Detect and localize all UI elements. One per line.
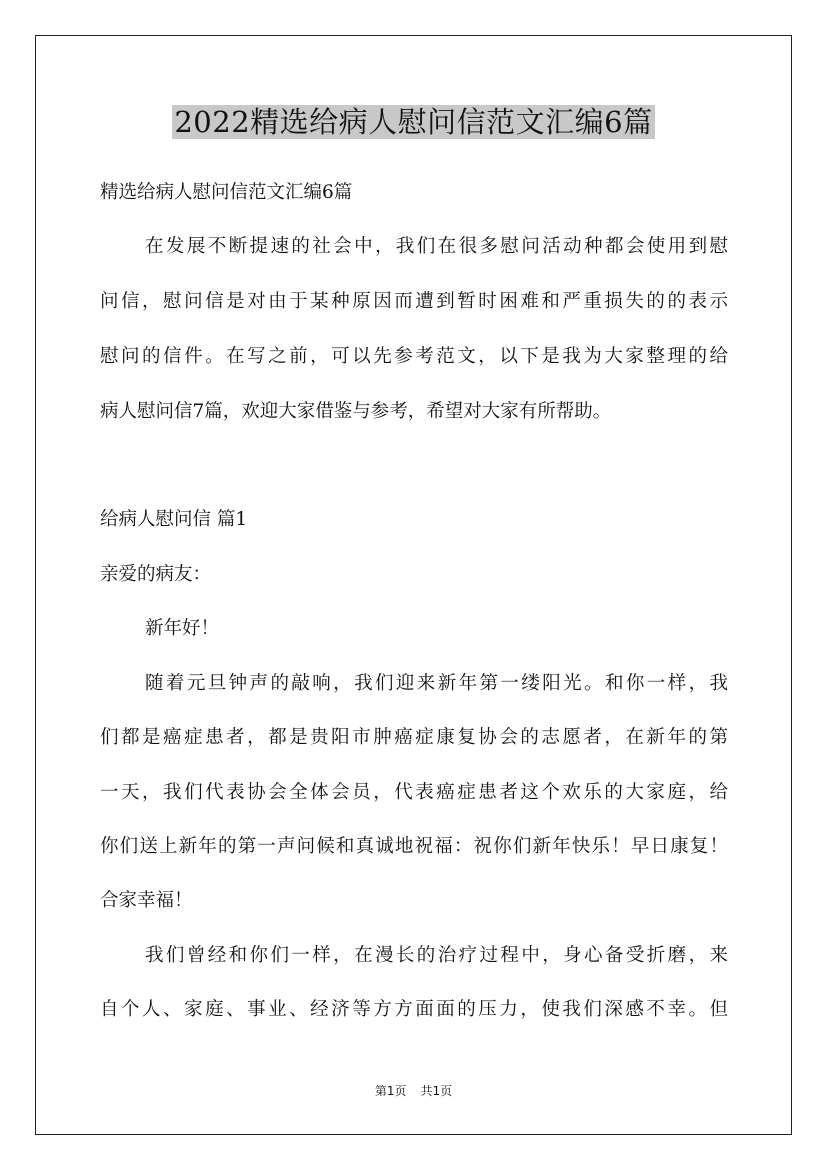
body-line-7: 自个人、家庭、事业、经济等方方面面的压力，使我们深感不幸。但	[100, 999, 728, 1020]
body-line-6: 我们曾经和你们一样，在漫长的治疗过程中，身心备受折磨，来	[145, 945, 728, 966]
greeting-line: 新年好！	[145, 618, 220, 639]
body-line-1: 随着元旦钟声的敲响，我们迎来新年第一缕阳光。和你一样，我	[145, 673, 728, 694]
body-line-4: 你们送上新年的第一声问候和真诚地祝福：祝你们新年快乐！早日康复！	[100, 836, 728, 857]
section-heading: 给病人慰问信 篇1	[100, 509, 248, 530]
salutation: 亲爱的病友：	[100, 564, 212, 585]
subtitle-line: 精选给病人慰问信范文汇编6篇	[100, 182, 353, 203]
page-footer	[0, 1083, 827, 1099]
intro-line-1: 在发展不断提速的社会中，我们在很多慰问活动种都会使用到慰	[145, 236, 728, 257]
page-total: 共1页	[420, 1084, 453, 1098]
body-line-5: 合家幸福！	[100, 890, 193, 911]
document-title-text: 2022精选给病人慰问信范文汇编6篇	[174, 105, 653, 139]
intro-line-2: 问信，慰问信是对由于某种原因而遭到暂时困难和严重损失的的表示	[100, 291, 728, 312]
intro-line-3: 慰问的信件。在写之前，可以先参考范文，以下是我为大家整理的给	[100, 346, 728, 367]
page-number: 第1页	[374, 1084, 407, 1098]
intro-line-4: 病人慰问信7篇，欢迎大家借鉴与参考，希望对大家有所帮助。	[100, 401, 612, 422]
body-line-3: 一天，我们代表协会全体会员，代表癌症患者这个欢乐的大家庭，给	[100, 782, 728, 803]
body-line-2: 们都是癌症患者，都是贵阳市肿癌症康复协会的志愿者，在新年的第	[100, 727, 728, 748]
document-title	[0, 100, 827, 144]
